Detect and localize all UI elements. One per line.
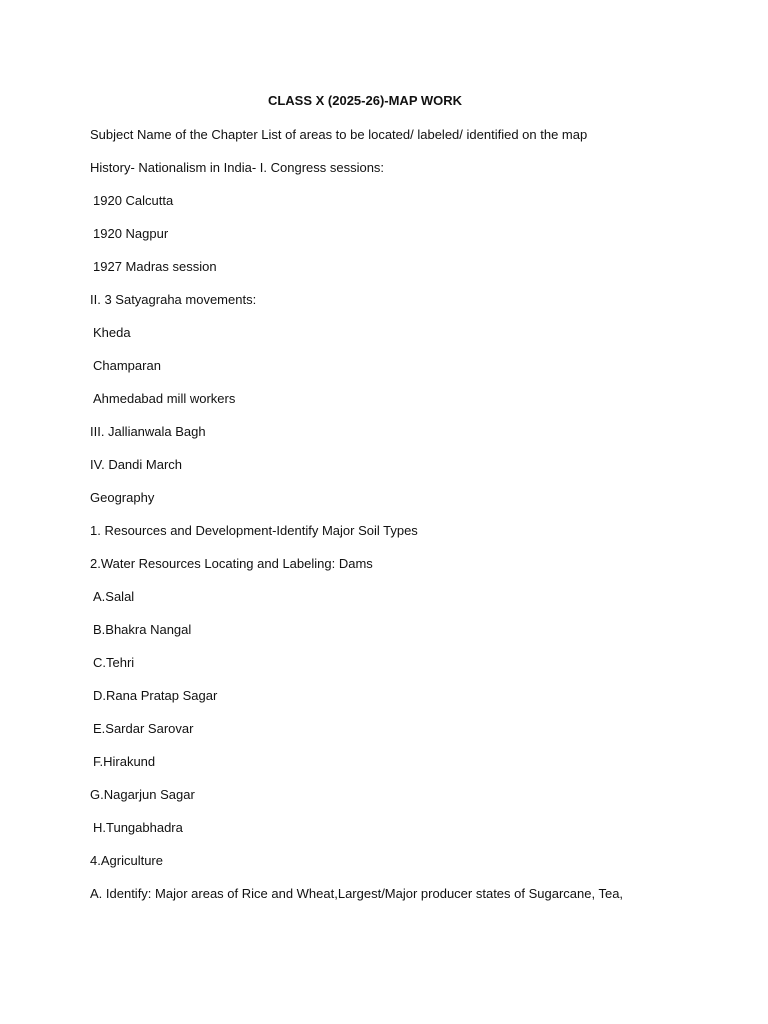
text-line: II. 3 Satyagraha movements:	[90, 292, 257, 307]
text-line: D.Rana Pratap Sagar	[93, 688, 218, 703]
text-line: Subject Name of the Chapter List of areas to be located/ labeled/ identified on the map	[90, 127, 588, 142]
text-line: 1920 Nagpur	[93, 226, 169, 241]
page-title: CLASS X (2025-26)-MAP WORK	[267, 93, 463, 108]
text-line: Kheda	[93, 325, 131, 340]
text-line: Champaran	[93, 358, 161, 373]
text-line: A.Salal	[93, 589, 135, 604]
text-line: III. Jallianwala Bagh	[90, 424, 206, 439]
text-line: 4.Agriculture	[90, 853, 163, 868]
text-line: 1920 Calcutta	[93, 193, 174, 208]
text-line: G.Nagarjun Sagar	[90, 787, 195, 802]
text-line: History- Nationalism in India- I. Congress sessions:	[90, 160, 385, 175]
text-line: Ahmedabad mill workers	[93, 391, 236, 406]
text-line: C.Tehri	[93, 655, 135, 670]
text-line: Geography	[90, 490, 155, 505]
document-body	[90, 124, 730, 916]
text-line: B.Bhakra Nangal	[93, 622, 192, 637]
text-line: A. Identify: Major areas of Rice and Wheat,Largest/Major producer states of Sugarcane, Tea,	[90, 886, 624, 901]
text-line: H.Tungabhadra	[93, 820, 183, 835]
text-line: 1. Resources and Development-Identify Major Soil Types	[90, 523, 418, 538]
text-line: 2.Water Resources Locating and Labeling: Dams	[90, 556, 373, 571]
text-line: IV. Dandi March	[90, 457, 183, 472]
text-line: E.Sardar Sarovar	[93, 721, 194, 736]
text-line: 1927 Madras session	[93, 259, 217, 274]
text-line: F.Hirakund	[93, 754, 156, 769]
